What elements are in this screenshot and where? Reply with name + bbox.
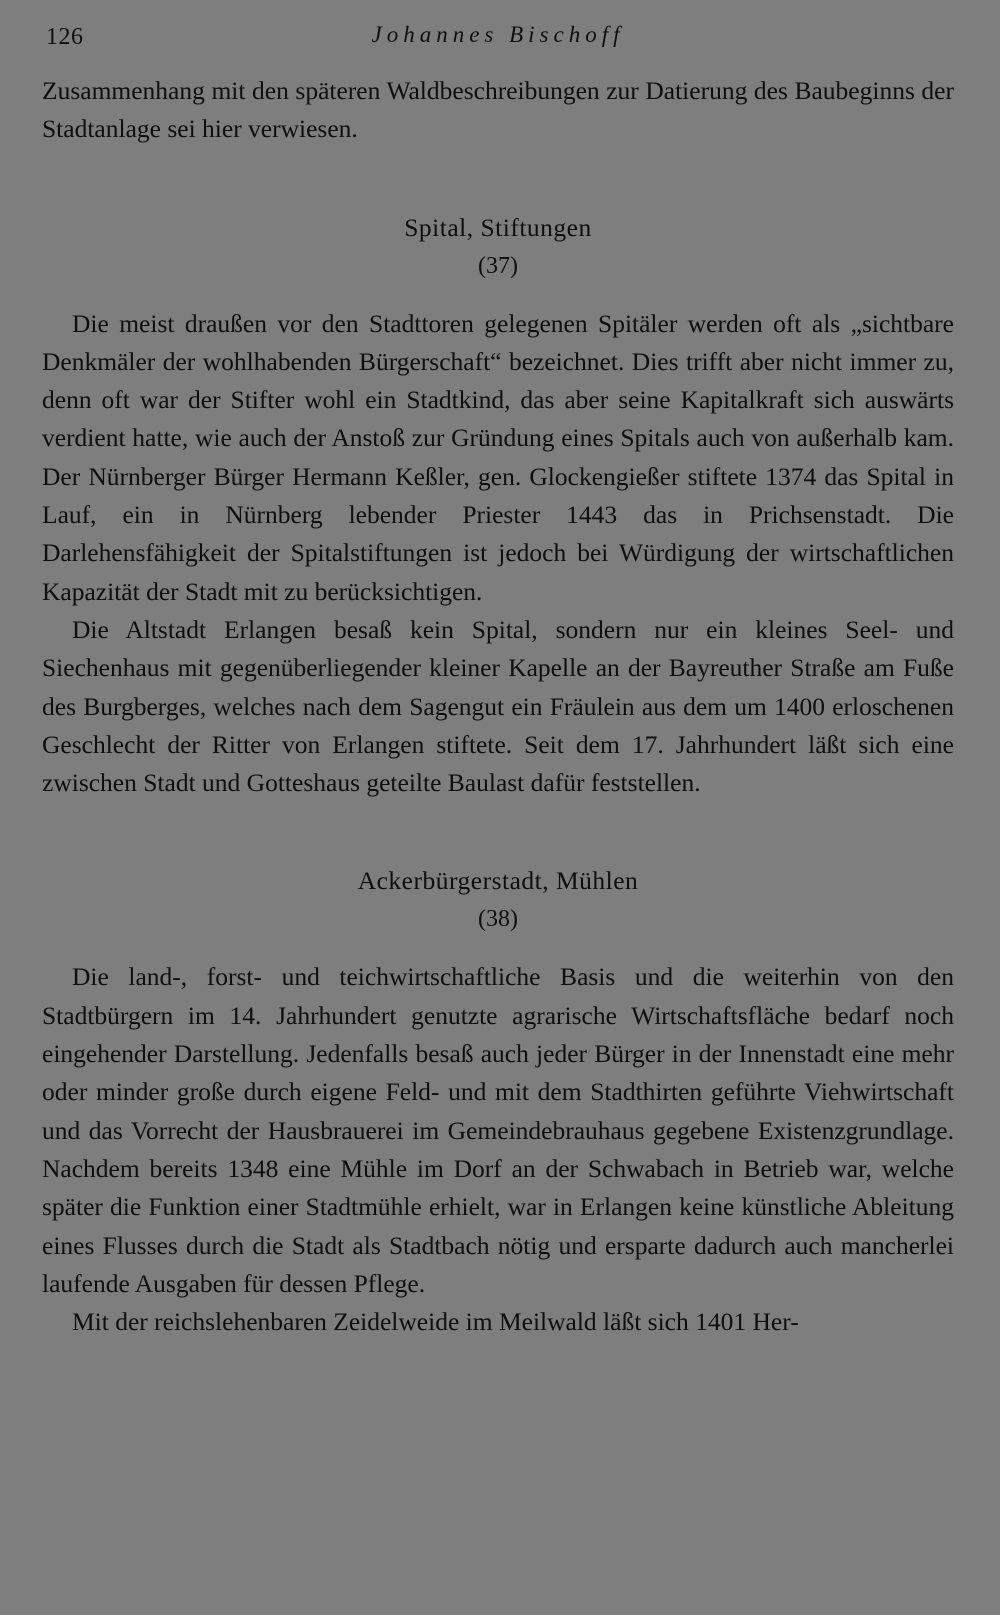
section-gap — [42, 802, 954, 862]
page-number: 126 — [46, 24, 84, 50]
running-title: Johannes Bischoff — [371, 22, 625, 47]
paragraph: Die land-, forst- und teichwirtschaftliche Basis und die weiterhin von den Stadtbürgern im 14. Jahrhundert genutzte agrarische Wirtschaftsfläche bedarf noch eingehender Darstellung. Jedenfalls besaß auch jeder Bürger in der Innenstadt eine mehr oder minder große durch eigene Feld- und mit dem Stadthirten geführte Viehwirtschaft und das Vorrecht der Hausbrauerei im Gemeindebrauhaus gegebene Existenzgrundlage. Nachdem bereits 1348 eine Mühle im Dorf an der Schwabach in Betrieb war, welche später die Funktion einer Stadtmühle erhielt, war in Erlangen keine künstliche Ableitung eines Flusses durch die Stadt als Stadtbach nötig und ersparte dadurch auch mancherlei laufende Ausgaben für dessen Pflege. — [42, 962, 954, 1298]
intro-paragraph: Zusammenhang mit den späteren Waldbeschreibungen zur Datierung des Baubeginns der Stadtanlage sei hier verwiesen. — [42, 76, 954, 144]
section-heading-spital: Spital, Stiftungen — [404, 212, 592, 242]
body-text — [42, 72, 954, 1341]
paragraph: Die meist draußen vor den Stadttoren gelegenen Spitäler werden oft als „sichtbare Denkmäler der wohlhabenden Bürgerschaft“ bezeichnet. Dies trifft aber nicht immer zu, denn oft war der Stifter wohl ein Stadtkind, das aber seine Kapitalkraft sich auswärts verdient hatte, wie auch der Anstoß zur Gründung eines Spitals auch von außerhalb kam. Der Nürnberger Bürger Hermann Keßler, gen. Glockengießer stiftete 1374 das Spital in Lauf, ein in Nürnberg lebender Priester 1443 das in Prichsenstadt. Die Darlehensfähigkeit der Spitalstiftungen ist jedoch bei Würdigung der wirtschaftlichen Kapazität der Stadt mit zu berücksichtigen. — [42, 308, 954, 606]
section-gap — [42, 149, 954, 209]
section-gap — [42, 938, 954, 958]
section-number-38: (38) — [478, 906, 518, 933]
paragraph: Die Altstadt Erlangen besaß kein Spital, sondern nur ein kleines Seel- und Siechenhaus mit gegenüberliegender kleiner Kapelle an der Bayreuther Straße am Fuße des Burgberges, welches nach dem Sagengut ein Fräulein aus dem um 1400 erloschenen Geschlecht der Ritter von Erlangen stiftete. Seit dem 17. Jahrhundert läßt sich eine zwischen Stadt und Gotteshaus geteilte Baulast dafür feststellen. — [42, 614, 954, 798]
paragraph: Mit der reichslehenbaren Zeidelweide im Meilwald läßt sich 1401 Her- — [72, 1307, 799, 1337]
section-gap — [42, 285, 954, 305]
section-number-37: (37) — [478, 252, 518, 279]
running-head — [42, 0, 954, 62]
section-heading-ackerbuergerstadt: Ackerbürgerstadt, Mühlen — [357, 866, 639, 896]
